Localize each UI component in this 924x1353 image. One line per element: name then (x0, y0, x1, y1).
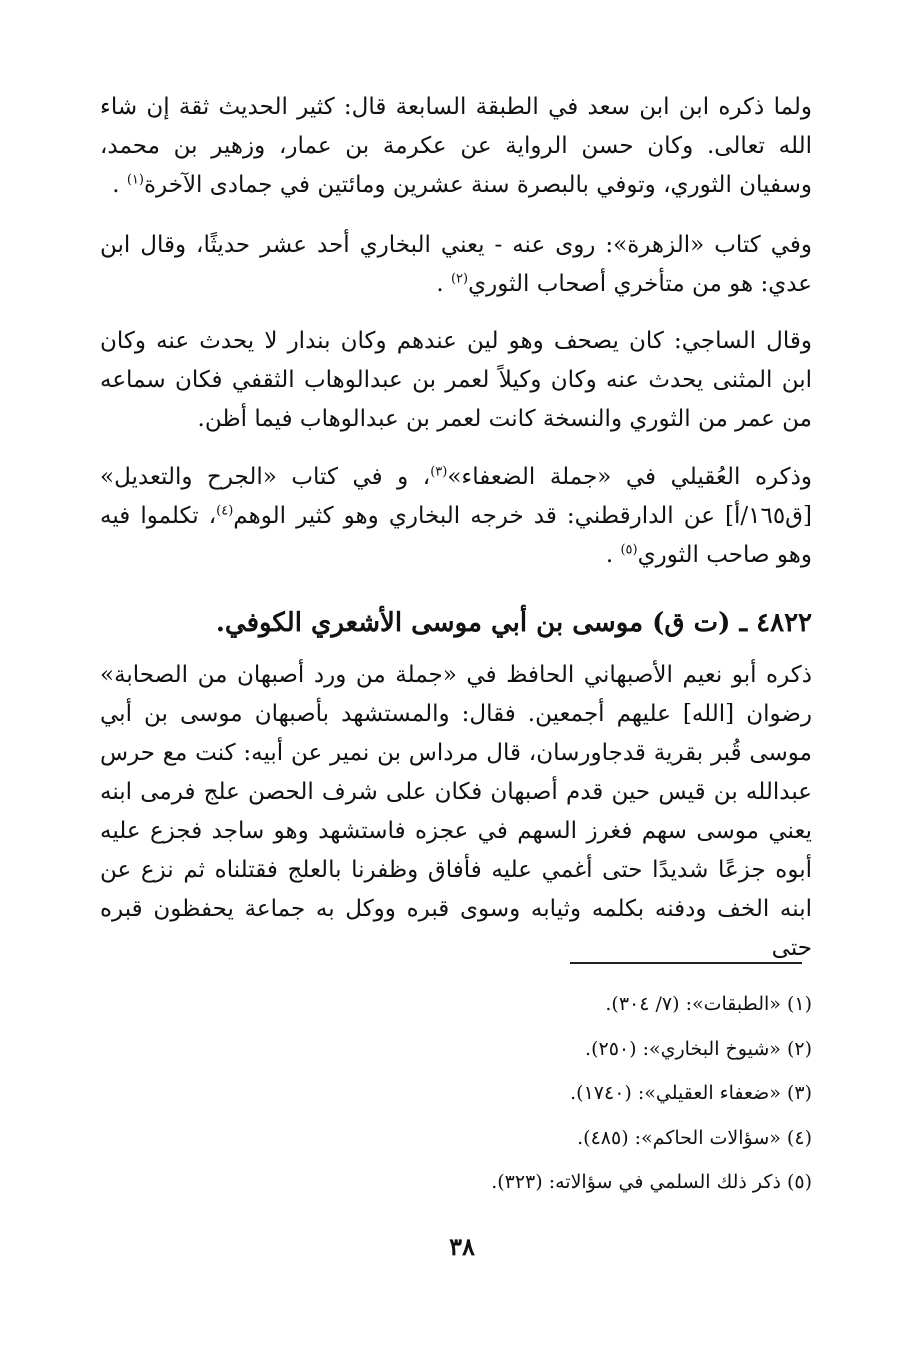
footnote-divider (570, 962, 802, 964)
paragraph-text: وقال الساجي: كان يصحف وهو لين عندهم وكان بندار لا يحدث عنه وكان ابن المثنى يحدث عنه وكان وكيلاً لعمر بن عبدالوهاب الثقفي فكان سماعه من عمر من الثوري والنسخة كانت لعمر بن عبدالوهاب فيما أظن. (100, 328, 812, 432)
footnote-item: (٢) «شيوخ البخاري»: (٢٥٠). (585, 1037, 812, 1060)
footnote-item: (٤) «سؤالات الحاكم»: (٤٨٥). (577, 1126, 812, 1149)
paragraph-zahra (100, 226, 812, 304)
footnotes (100, 982, 812, 1205)
page-number: ٣٨ (449, 1232, 475, 1261)
paragraph-text: . (112, 172, 127, 198)
entry-paragraph (100, 656, 812, 968)
footnote-item: (٣) «ضعفاء العقيلي»: (١٧٤٠). (570, 1082, 812, 1104)
paragraph-uqaili (100, 458, 812, 575)
paragraph-text: وذكره العُقيلي في «جملة الضعفاء» (447, 464, 812, 490)
footnote-ref: (٣) (430, 464, 448, 480)
paragraph-text: ولما ذكره ابن ابن سعد في الطبقة السابعة قال: كثير الحديث ثقة إن شاء الله تعالى. وكان حسن الرواية عن عكرمة بن عمار، وزهير بن محمد، وسفيان الثوري، وتوفي بالبصرة سنة عشرين ومائتين في جمادى الآخرة (100, 94, 812, 198)
paragraph-text: . (436, 271, 451, 297)
paragraph-text: وفي كتاب «الزهرة»: روى عنه - يعني البخاري أحد عشر حديثًا، وقال ابن عدي: هو من متأخري أصحاب الثوري (100, 232, 812, 297)
footnote-item: (١) «الطبقات»: (٧/ ٣٠٤). (605, 993, 812, 1015)
footnote-ref: (٥) (620, 542, 638, 558)
footnote-item: (٥) ذكر ذلك السلمي في سؤالاته: (٣٢٣). (491, 1171, 812, 1193)
paragraph-text: ذكره أبو نعيم الأصبهاني الحافظ في «جملة من ورد أصبهان من الصحابة» رضوان [الله] عليهم أجمعين. فقال: والمستشهد بأصبهان موسى بن أبي موسى قُبر بقرية قدجاورسان، قال مرداس بن نمير عن أبيه: كنت مع حرس عبدالله بن قيس حين قدم أصبهان فكان على شرف الحصن علج فرمى ابنه يعني موسى سهم فغرز السهم في عجزه فاستشهد وهو ساجد فجزع عليه أبوه جزعًا شديدًا حتى أغمي عليه فأفاق وظفرنا بالعلج فقتلناه ثم نزع عن ابنه الخف ودفنه بكلمه وثيابه وسوى قبره ووكل به جماعة يحفظون قبره حتى (100, 662, 812, 961)
paragraph-text: ، و في كتاب «الجرح والتعديل» [ق١٦٥/أ] عن الدارقطني: قد خرجه البخاري وهو كثير الوهم (100, 464, 812, 529)
footnote-ref: (١) (126, 172, 144, 188)
entry-heading: ٤٨٢٢ ـ (ت ق) موسى بن أبي موسى الأشعري الكوفي. (215, 608, 812, 638)
paragraph-ibn-saad (100, 88, 812, 205)
footnote-ref: (٢) (450, 271, 469, 287)
paragraph-text: . (605, 542, 621, 568)
paragraph-text: ، تكلموا فيه وهو صاحب الثوري (100, 503, 812, 568)
footnote-ref: (٤) (216, 503, 234, 519)
paragraph-saji (100, 322, 812, 439)
